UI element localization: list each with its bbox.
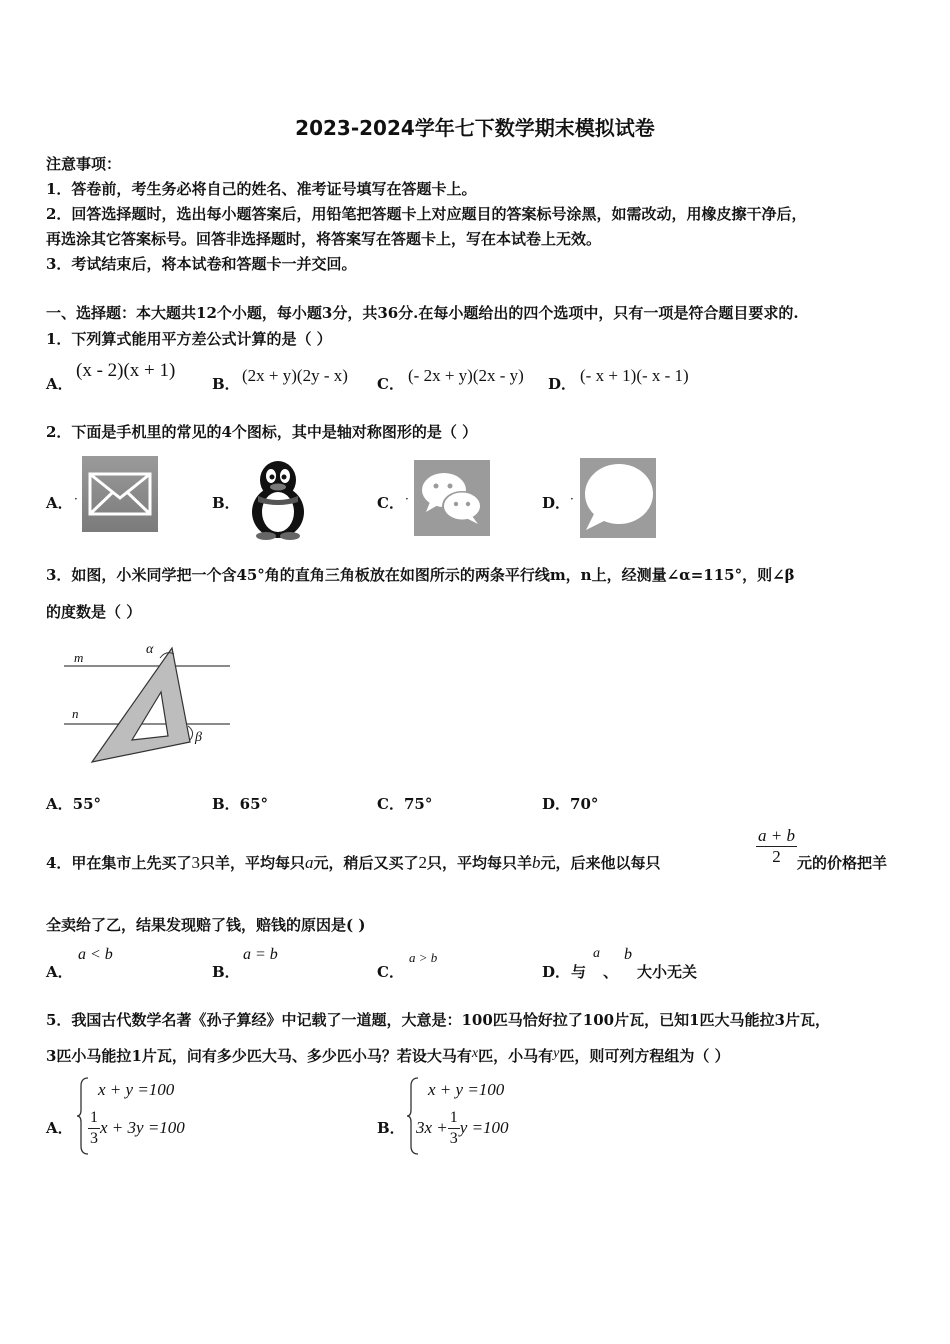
page-title: 2023-2024学年七下数学期末模拟试卷 bbox=[295, 116, 655, 140]
q4-frac-den: 2 bbox=[772, 847, 781, 866]
q4-num: 3 bbox=[191, 853, 200, 872]
q5-label-a: A． bbox=[46, 1119, 73, 1137]
q5-b-frac-den: 3 bbox=[449, 1130, 458, 1147]
chat-bubble-icon bbox=[580, 458, 656, 538]
q4-option-d-text: 大小无关 bbox=[637, 963, 698, 981]
q2-label-b: B． bbox=[212, 494, 240, 512]
question-5-stem: 5．我国古代数学名著《孙子算经》中记载了一道题，大意是：100匹马恰好拉了100片瓦，已知1匹大马能拉3片瓦， bbox=[46, 1011, 830, 1029]
q5-a-equation-2 bbox=[88, 1108, 185, 1149]
q5-a-equation-1: x + y =100 bbox=[98, 1080, 175, 1099]
notice-line: 3．考试结束后，将本试卷和答题卡一并交回。 bbox=[46, 255, 357, 273]
q4-label-b: B． bbox=[212, 963, 240, 981]
q4-frac-num: a + b bbox=[758, 826, 795, 845]
q4-num: 2 bbox=[418, 853, 427, 872]
q1-label-a: A． bbox=[46, 375, 73, 393]
q4-text: 元的价格把羊 bbox=[797, 854, 888, 872]
q1-option-a: (x - 2)(x + 1) bbox=[76, 360, 176, 381]
q1-label-d: D． bbox=[548, 375, 577, 393]
question-2-stem: 2．下面是手机里的常见的4个图标，其中是轴对称图形的是（ ） bbox=[46, 423, 478, 441]
question-1-stem: 1．下列算式能用平方差公式计算的是（ ） bbox=[46, 330, 332, 348]
q5-a-equation-2-rest: x + 3y =100 bbox=[100, 1118, 185, 1137]
wechat-icon bbox=[414, 460, 490, 536]
q4-option-d-text: 与 bbox=[571, 963, 587, 981]
q5-label-b: B． bbox=[377, 1119, 405, 1137]
notice-line: 2．回答选择题时，选出每小题答案后，用铅笔把答题卡上对应题目的答案标号涂黑，如需改动，用橡皮擦干净后， bbox=[46, 205, 807, 223]
question-3-stem-cont: 的度数是（ ） bbox=[46, 603, 142, 621]
notice-heading: 注意事项： bbox=[46, 155, 122, 173]
q4-option-d-sep: 、 bbox=[603, 963, 619, 981]
q4-label-c: C． bbox=[377, 963, 404, 981]
q4-option-a: a < b bbox=[78, 946, 113, 963]
mail-icon bbox=[82, 456, 158, 532]
q3-option-c: C．75° bbox=[377, 795, 433, 813]
q1-option-c: (- 2x + y)(2x - y) bbox=[408, 366, 524, 385]
q1-label-c: C． bbox=[377, 375, 404, 393]
line-n-label: n bbox=[72, 706, 79, 721]
q5-a-frac-den: 3 bbox=[90, 1130, 98, 1147]
q1-option-d: (- x + 1)(- x - 1) bbox=[580, 366, 689, 385]
q4-text: 4．甲在集市上先买了 bbox=[46, 854, 192, 872]
q2-dot: · bbox=[405, 492, 409, 506]
q4-text: 只，平均每只羊 bbox=[426, 854, 532, 872]
q4-option-d-var-b: b bbox=[624, 946, 632, 963]
question-4-stem bbox=[46, 852, 661, 873]
question-4-stem-cont: 全卖给了乙，结果发现赔了钱，赔钱的原因是( ) bbox=[46, 916, 366, 934]
q5-b-equation-2-rest: y =100 bbox=[459, 1118, 509, 1137]
q1-label-b: B． bbox=[212, 375, 240, 393]
q5-text: 3匹小马能拉1片瓦，问有多少匹大马、多少匹小马？若设大马有 bbox=[46, 1047, 472, 1065]
q5-b-equation-1: x + y =100 bbox=[428, 1080, 505, 1099]
angle-beta-label: β bbox=[195, 730, 202, 745]
q4-option-b: a = b bbox=[243, 946, 278, 963]
q4-option-c: a > b bbox=[409, 950, 438, 965]
question-3-stem: 3．如图，小米同学把一个含45°角的直角三角板放在如图所示的两条平行线m，n上，经测量∠α=115°，则∠β bbox=[46, 566, 795, 584]
q5-text: 匹，则可列方程组为（ ） bbox=[559, 1047, 730, 1065]
q4-var-b: b bbox=[532, 853, 541, 872]
q5-b-frac-num: 1 bbox=[448, 1108, 460, 1129]
q2-label-d: D． bbox=[542, 494, 571, 512]
q4-var-a: a bbox=[304, 853, 314, 872]
q5-text: 匹，小马有 bbox=[478, 1047, 554, 1065]
notice-line: 1．答卷前，考生务必将自己的姓名、准考证号填写在答题卡上。 bbox=[46, 180, 477, 198]
q4-text: 只羊，平均每只 bbox=[199, 854, 305, 872]
q2-label-a: A． bbox=[46, 494, 73, 512]
penguin-icon bbox=[244, 460, 312, 540]
q3-option-a: A．55° bbox=[46, 795, 102, 813]
q5-b-equation-2 bbox=[416, 1108, 509, 1149]
angle-alpha-label: α bbox=[146, 642, 154, 657]
q4-label-d: D． bbox=[542, 963, 571, 981]
q1-option-b: (2x + y)(2y - x) bbox=[242, 366, 348, 385]
q4-text: 元，稍后又买了 bbox=[313, 854, 419, 872]
q2-dot: · bbox=[74, 492, 78, 506]
q5-var-y: y bbox=[553, 1046, 560, 1061]
q5-var-x: x bbox=[471, 1046, 479, 1061]
q4-fraction bbox=[756, 826, 797, 867]
q2-label-c: C． bbox=[377, 494, 404, 512]
question-5-stem-cont bbox=[46, 1045, 730, 1066]
q3-option-b: B．65° bbox=[212, 795, 269, 813]
q4-label-a: A． bbox=[46, 963, 73, 981]
q5-a-frac-num: 1 bbox=[88, 1108, 100, 1129]
line-m-label: m bbox=[74, 650, 84, 665]
q5-b-equation-2-pre: 3x + bbox=[416, 1118, 448, 1137]
q4-text: 元，后来他以每只 bbox=[540, 854, 661, 872]
q2-dot: · bbox=[570, 492, 574, 506]
section-heading: 一、选择题：本大题共12个小题，每小题3分，共36分.在每小题给出的四个选项中，只有一项是符合题目要求的. bbox=[46, 304, 799, 322]
q3-option-d: D．70° bbox=[542, 795, 599, 813]
notice-line: 再选涂其它答案标号。回答非选择题时，将答案写在答题卡上，写在本试卷上无效。 bbox=[46, 230, 602, 248]
q4-option-d-var-a: a bbox=[593, 946, 600, 961]
